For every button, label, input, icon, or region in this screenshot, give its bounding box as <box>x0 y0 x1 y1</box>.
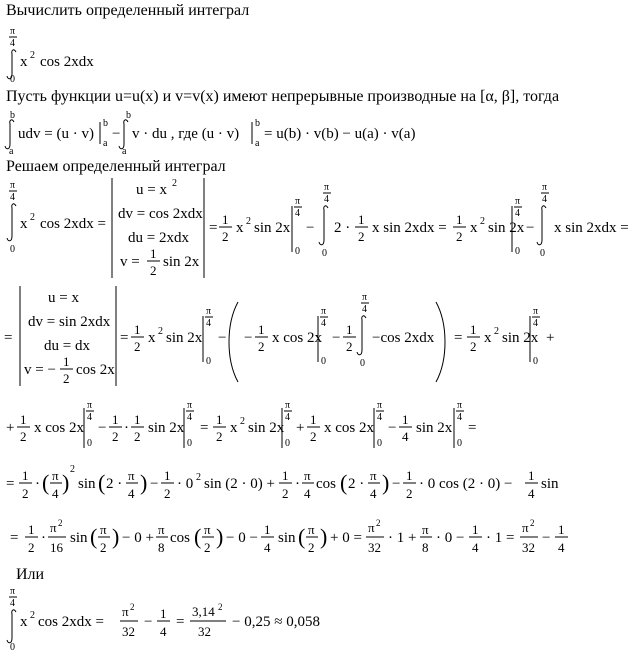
svg-text:2: 2 <box>308 540 315 555</box>
svg-text:1: 1 <box>558 522 565 537</box>
svg-text:2: 2 <box>530 518 535 528</box>
svg-text:4: 4 <box>160 624 167 639</box>
svg-text:− 0,25 ≈ 0,058: − 0,25 ≈ 0,058 <box>232 614 320 630</box>
svg-text:sin 2x: sin 2x <box>416 420 453 436</box>
svg-text:4: 4 <box>558 540 565 555</box>
svg-text:2: 2 <box>218 602 223 612</box>
svg-text:2: 2 <box>196 472 201 483</box>
svg-text:=: = <box>120 330 129 346</box>
svg-text:4: 4 <box>87 412 92 423</box>
svg-text:π: π <box>187 400 193 411</box>
svg-text:2: 2 <box>204 540 211 555</box>
svg-text:cos: cos <box>316 476 336 492</box>
svg-text:π: π <box>515 196 521 207</box>
svg-text:32: 32 <box>122 624 135 639</box>
svg-text:x sin 2xdx =: x sin 2xdx = <box>554 220 629 236</box>
svg-text:dv = cos 2xdx: dv = cos 2xdx <box>118 206 203 222</box>
svg-text:π: π <box>308 522 315 537</box>
svg-text:4: 4 <box>377 412 382 423</box>
svg-text:0: 0 <box>457 438 462 449</box>
svg-text:2: 2 <box>376 518 381 528</box>
svg-text:2: 2 <box>406 486 413 501</box>
svg-text:2: 2 <box>310 429 317 444</box>
svg-text:sin: sin <box>541 476 559 492</box>
svg-text:): ) <box>140 470 148 495</box>
svg-text:4: 4 <box>285 412 290 423</box>
svg-text:1: 1 <box>164 468 171 483</box>
svg-text:4: 4 <box>362 304 367 315</box>
svg-text:1: 1 <box>456 212 463 227</box>
svg-text:v · du , где (u · v): v · du , где (u · v) <box>132 126 240 142</box>
svg-text:sin 2x: sin 2x <box>163 254 200 270</box>
svg-text:π: π <box>50 520 57 535</box>
svg-text:cos 2xdx =: cos 2xdx = <box>40 216 106 232</box>
svg-text:): ) <box>112 524 120 549</box>
svg-text:· 0: · 0 <box>177 476 194 492</box>
svg-text:2: 2 <box>246 216 251 227</box>
svg-text:(: ( <box>42 470 50 495</box>
svg-text:−: − <box>98 420 107 436</box>
svg-text:4: 4 <box>10 38 15 49</box>
heading-integration-by-parts: Пусть функции u=u(x) и v=v(x) имеют непрерывные производные на [α, β], тогда <box>6 88 560 105</box>
svg-text:2: 2 <box>20 429 27 444</box>
svg-text:2: 2 <box>346 339 353 354</box>
svg-text:a: a <box>9 146 14 157</box>
svg-text:16: 16 <box>50 540 63 555</box>
svg-text:=: = <box>4 330 13 346</box>
svg-text:π: π <box>542 182 548 193</box>
svg-text:x cos 2x: x cos 2x <box>272 330 322 346</box>
svg-text:4: 4 <box>295 208 300 219</box>
svg-text:4: 4 <box>542 194 547 205</box>
svg-text:b: b <box>126 110 131 121</box>
svg-text:1: 1 <box>160 606 167 621</box>
parts-formula <box>0 108 460 158</box>
svg-text:2: 2 <box>480 216 485 227</box>
svg-text:4: 4 <box>52 486 59 501</box>
svg-text:4: 4 <box>304 486 311 501</box>
svg-text:2: 2 <box>134 429 141 444</box>
svg-text:1: 1 <box>63 354 70 369</box>
svg-text:2: 2 <box>172 178 177 189</box>
svg-text:): ) <box>216 524 224 549</box>
svg-text:·: · <box>35 476 40 492</box>
svg-text:1: 1 <box>264 522 271 537</box>
svg-text:· 1 =: · 1 = <box>486 530 515 546</box>
svg-text:sin 2x: sin 2x <box>148 420 185 436</box>
svg-text:x cos 2x: x cos 2x <box>34 420 84 436</box>
svg-text:udv = (u · v): udv = (u · v) <box>18 126 94 142</box>
problem-integral <box>0 24 200 84</box>
svg-text:4: 4 <box>370 486 377 501</box>
svg-text:=: = <box>6 476 15 492</box>
svg-text:sin 2x: sin 2x <box>488 220 525 236</box>
svg-text:a: a <box>103 138 108 149</box>
final-result <box>0 584 400 652</box>
svg-text:2: 2 <box>58 518 63 528</box>
svg-text:π: π <box>362 292 368 303</box>
svg-text:π: π <box>100 522 107 537</box>
step-4 <box>0 458 640 510</box>
svg-text:=: = <box>176 614 185 630</box>
svg-text:x: x <box>20 216 28 232</box>
svg-text:2: 2 <box>30 50 35 61</box>
svg-text:+: + <box>6 420 15 436</box>
svg-text:2: 2 <box>470 339 477 354</box>
svg-text:+: + <box>546 330 555 346</box>
svg-text:v = −: v = − <box>24 362 56 378</box>
svg-text:1: 1 <box>216 412 223 427</box>
svg-text:1: 1 <box>402 412 409 427</box>
svg-text:−: − <box>244 330 253 346</box>
svg-text:π: π <box>122 604 129 619</box>
svg-text:0: 0 <box>10 74 15 84</box>
svg-text:x: x <box>470 220 478 236</box>
svg-text:1: 1 <box>222 212 229 227</box>
svg-text:): ) <box>62 470 70 495</box>
svg-text:2 ·: 2 · <box>334 220 351 236</box>
svg-text:π: π <box>522 520 529 535</box>
svg-text:2: 2 <box>240 416 245 427</box>
svg-text:): ) <box>382 470 390 495</box>
svg-text:du = dx: du = dx <box>44 338 90 354</box>
step-1 <box>0 176 640 280</box>
svg-text:x: x <box>484 330 492 346</box>
svg-text:2: 2 <box>70 464 75 475</box>
svg-text:4: 4 <box>10 192 15 203</box>
svg-text:+ 0 =: + 0 = <box>330 530 362 546</box>
svg-text:−cos 2xdx: −cos 2xdx <box>372 330 435 346</box>
svg-text:π: π <box>295 196 301 207</box>
svg-text:2: 2 <box>216 429 223 444</box>
step-2 <box>0 284 640 388</box>
svg-text:0: 0 <box>515 246 520 257</box>
step-3 <box>0 398 640 454</box>
svg-text:): ) <box>320 524 328 549</box>
svg-text:· 0 −: · 0 − <box>436 530 465 546</box>
svg-text:sin 2x: sin 2x <box>248 420 285 436</box>
svg-text:= u(b) · v(b) − u(a) · v(a): = u(b) · v(b) − u(a) · v(a) <box>264 126 416 142</box>
svg-text:2 ·: 2 · <box>348 476 365 492</box>
svg-text:1: 1 <box>472 522 479 537</box>
svg-text:−: − <box>392 476 401 492</box>
svg-text:−: − <box>150 476 159 492</box>
svg-text:−: − <box>332 330 341 346</box>
svg-text:4: 4 <box>457 412 462 423</box>
svg-text:π: π <box>321 306 327 317</box>
svg-text:(: ( <box>298 524 306 549</box>
svg-text:0: 0 <box>206 356 211 367</box>
svg-text:2: 2 <box>358 229 365 244</box>
svg-text:π: π <box>457 400 463 411</box>
svg-text:0: 0 <box>295 246 300 257</box>
svg-text:x: x <box>236 220 244 236</box>
svg-text:(: ( <box>194 524 202 549</box>
svg-text:=: = <box>468 420 477 436</box>
svg-text:−: − <box>542 530 551 546</box>
svg-text:π: π <box>10 26 16 37</box>
svg-text:dv = sin 2xdx: dv = sin 2xdx <box>28 314 111 330</box>
svg-text:2: 2 <box>258 339 265 354</box>
svg-text:1: 1 <box>134 322 141 337</box>
svg-text:π: π <box>128 468 135 483</box>
svg-text:π: π <box>10 180 16 191</box>
svg-text:−: − <box>388 420 397 436</box>
svg-text:a: a <box>255 138 260 149</box>
svg-text:−: − <box>144 614 153 630</box>
svg-text:4: 4 <box>321 318 326 329</box>
svg-text:2: 2 <box>494 326 499 337</box>
svg-text:·: · <box>41 530 46 546</box>
svg-text:=: = <box>10 530 19 546</box>
svg-text:+: + <box>296 420 305 436</box>
svg-text:4: 4 <box>402 429 409 444</box>
svg-text:b: b <box>255 118 260 129</box>
svg-text:1: 1 <box>310 412 317 427</box>
svg-text:π: π <box>370 468 377 483</box>
svg-text:32: 32 <box>522 540 535 555</box>
step-5 <box>0 512 640 566</box>
svg-text:2: 2 <box>100 540 107 555</box>
svg-text:π: π <box>10 586 16 597</box>
svg-text:sin: sin <box>278 530 296 546</box>
svg-text:1: 1 <box>470 322 477 337</box>
svg-text:8: 8 <box>158 540 165 555</box>
svg-text:·: · <box>124 420 129 436</box>
svg-text:−: − <box>526 220 535 236</box>
svg-text:(: ( <box>98 470 106 495</box>
svg-text:0: 0 <box>10 642 15 652</box>
svg-text:1: 1 <box>528 468 535 483</box>
svg-text:=: = <box>454 330 463 346</box>
svg-text:−: − <box>306 220 315 236</box>
svg-text:π: π <box>304 468 311 483</box>
svg-text:sin 2x: sin 2x <box>502 330 539 346</box>
svg-text:u = x: u = x <box>136 182 167 198</box>
svg-text:2: 2 <box>456 229 463 244</box>
svg-text:2: 2 <box>28 540 35 555</box>
svg-text:1: 1 <box>346 322 353 337</box>
svg-text:π: π <box>285 400 291 411</box>
svg-text:3,14: 3,14 <box>192 604 215 619</box>
svg-text:1: 1 <box>406 468 413 483</box>
svg-text:1: 1 <box>282 468 289 483</box>
svg-text:π: π <box>324 182 330 193</box>
svg-text:sin: sin <box>78 476 96 492</box>
svg-text:0: 0 <box>377 438 382 449</box>
svg-text:4: 4 <box>128 486 135 501</box>
svg-text:· 1 +: · 1 + <box>388 530 417 546</box>
svg-text:1: 1 <box>112 412 119 427</box>
svg-text:sin 2x: sin 2x <box>166 330 203 346</box>
svg-text:du = 2xdx: du = 2xdx <box>128 230 189 246</box>
svg-text:4: 4 <box>528 486 535 501</box>
svg-text:cos: cos <box>170 530 190 546</box>
svg-text:(: ( <box>90 524 98 549</box>
svg-text:sin: sin <box>70 530 88 546</box>
svg-text:1: 1 <box>22 468 29 483</box>
svg-text:4: 4 <box>264 540 271 555</box>
svg-text:cos 2xdx =: cos 2xdx = <box>38 614 104 630</box>
svg-text:x: x <box>230 420 238 436</box>
svg-text:0: 0 <box>321 356 326 367</box>
svg-text:π: π <box>422 522 429 537</box>
svg-text:2: 2 <box>282 486 289 501</box>
svg-text:=: = <box>209 220 218 236</box>
svg-text:2: 2 <box>164 486 171 501</box>
svg-text:0: 0 <box>187 438 192 449</box>
svg-text:4: 4 <box>515 208 520 219</box>
svg-text:0: 0 <box>10 244 15 255</box>
svg-text:sin (2 · 0) +: sin (2 · 0) + <box>204 476 275 492</box>
svg-text:x: x <box>20 54 28 70</box>
svg-text:u = x: u = x <box>48 290 79 306</box>
svg-text:2: 2 <box>30 610 35 621</box>
svg-text:π: π <box>368 520 375 535</box>
svg-text:− 0 −: − 0 − <box>226 530 258 546</box>
svg-text:− 0 +: − 0 + <box>122 530 154 546</box>
svg-text:x cos 2x: x cos 2x <box>324 420 374 436</box>
svg-text:2 ·: 2 · <box>106 476 123 492</box>
heading-solve: Решаем определенный интеграл <box>6 158 226 175</box>
svg-text:a: a <box>122 146 127 157</box>
svg-text:0: 0 <box>360 358 365 369</box>
svg-text:(: ( <box>340 470 348 495</box>
svg-text:32: 32 <box>368 540 381 555</box>
svg-text:4: 4 <box>206 318 211 329</box>
svg-text:0: 0 <box>285 438 290 449</box>
svg-text:0: 0 <box>540 248 545 259</box>
svg-text:π: π <box>87 400 93 411</box>
svg-text:4: 4 <box>324 194 329 205</box>
svg-text:2: 2 <box>112 429 119 444</box>
svg-text:4: 4 <box>533 318 538 329</box>
svg-text:1: 1 <box>150 246 157 261</box>
svg-text:x sin 2xdx =: x sin 2xdx = <box>372 220 447 236</box>
svg-text:2: 2 <box>222 229 229 244</box>
svg-text:2: 2 <box>158 326 163 337</box>
heading-or: Или <box>16 566 45 583</box>
svg-text:0: 0 <box>87 438 92 449</box>
svg-text:−: − <box>218 330 227 346</box>
svg-text:2: 2 <box>150 263 157 278</box>
svg-text:4: 4 <box>187 412 192 423</box>
svg-text:π: π <box>158 522 165 537</box>
svg-text:1: 1 <box>28 522 35 537</box>
heading-compute-integral: Вычислить определенный интеграл <box>6 2 250 19</box>
svg-text:2: 2 <box>63 371 70 386</box>
svg-text:v =: v = <box>120 254 140 270</box>
svg-text:2: 2 <box>30 212 35 223</box>
svg-text:8: 8 <box>422 540 429 555</box>
svg-text:· 0 cos (2 · 0) −: · 0 cos (2 · 0) − <box>419 476 513 492</box>
svg-text:π: π <box>377 400 383 411</box>
svg-text:−: − <box>112 126 121 142</box>
svg-text:sin 2x: sin 2x <box>254 220 291 236</box>
svg-text:x: x <box>148 330 156 346</box>
svg-text:4: 4 <box>10 598 15 609</box>
svg-text:2: 2 <box>130 602 135 612</box>
svg-text:b: b <box>103 118 108 129</box>
svg-text:1: 1 <box>258 322 265 337</box>
svg-text:π: π <box>52 468 59 483</box>
svg-text:cos 2xdx: cos 2xdx <box>40 54 94 70</box>
svg-text:2: 2 <box>134 339 141 354</box>
svg-text:π: π <box>204 522 211 537</box>
svg-text:x: x <box>20 614 28 630</box>
svg-text:0: 0 <box>533 356 538 367</box>
svg-text:π: π <box>533 306 539 317</box>
svg-text:·: · <box>295 476 300 492</box>
svg-text:cos 2x: cos 2x <box>76 362 115 378</box>
svg-text:4: 4 <box>472 540 479 555</box>
svg-text:1: 1 <box>20 412 27 427</box>
svg-text:2: 2 <box>22 486 29 501</box>
svg-text:π: π <box>206 306 212 317</box>
svg-text:32: 32 <box>198 624 211 639</box>
svg-text:1: 1 <box>358 212 365 227</box>
svg-text:0: 0 <box>322 248 327 259</box>
svg-text:=: = <box>200 420 209 436</box>
svg-text:1: 1 <box>134 412 141 427</box>
svg-text:b: b <box>10 110 15 121</box>
